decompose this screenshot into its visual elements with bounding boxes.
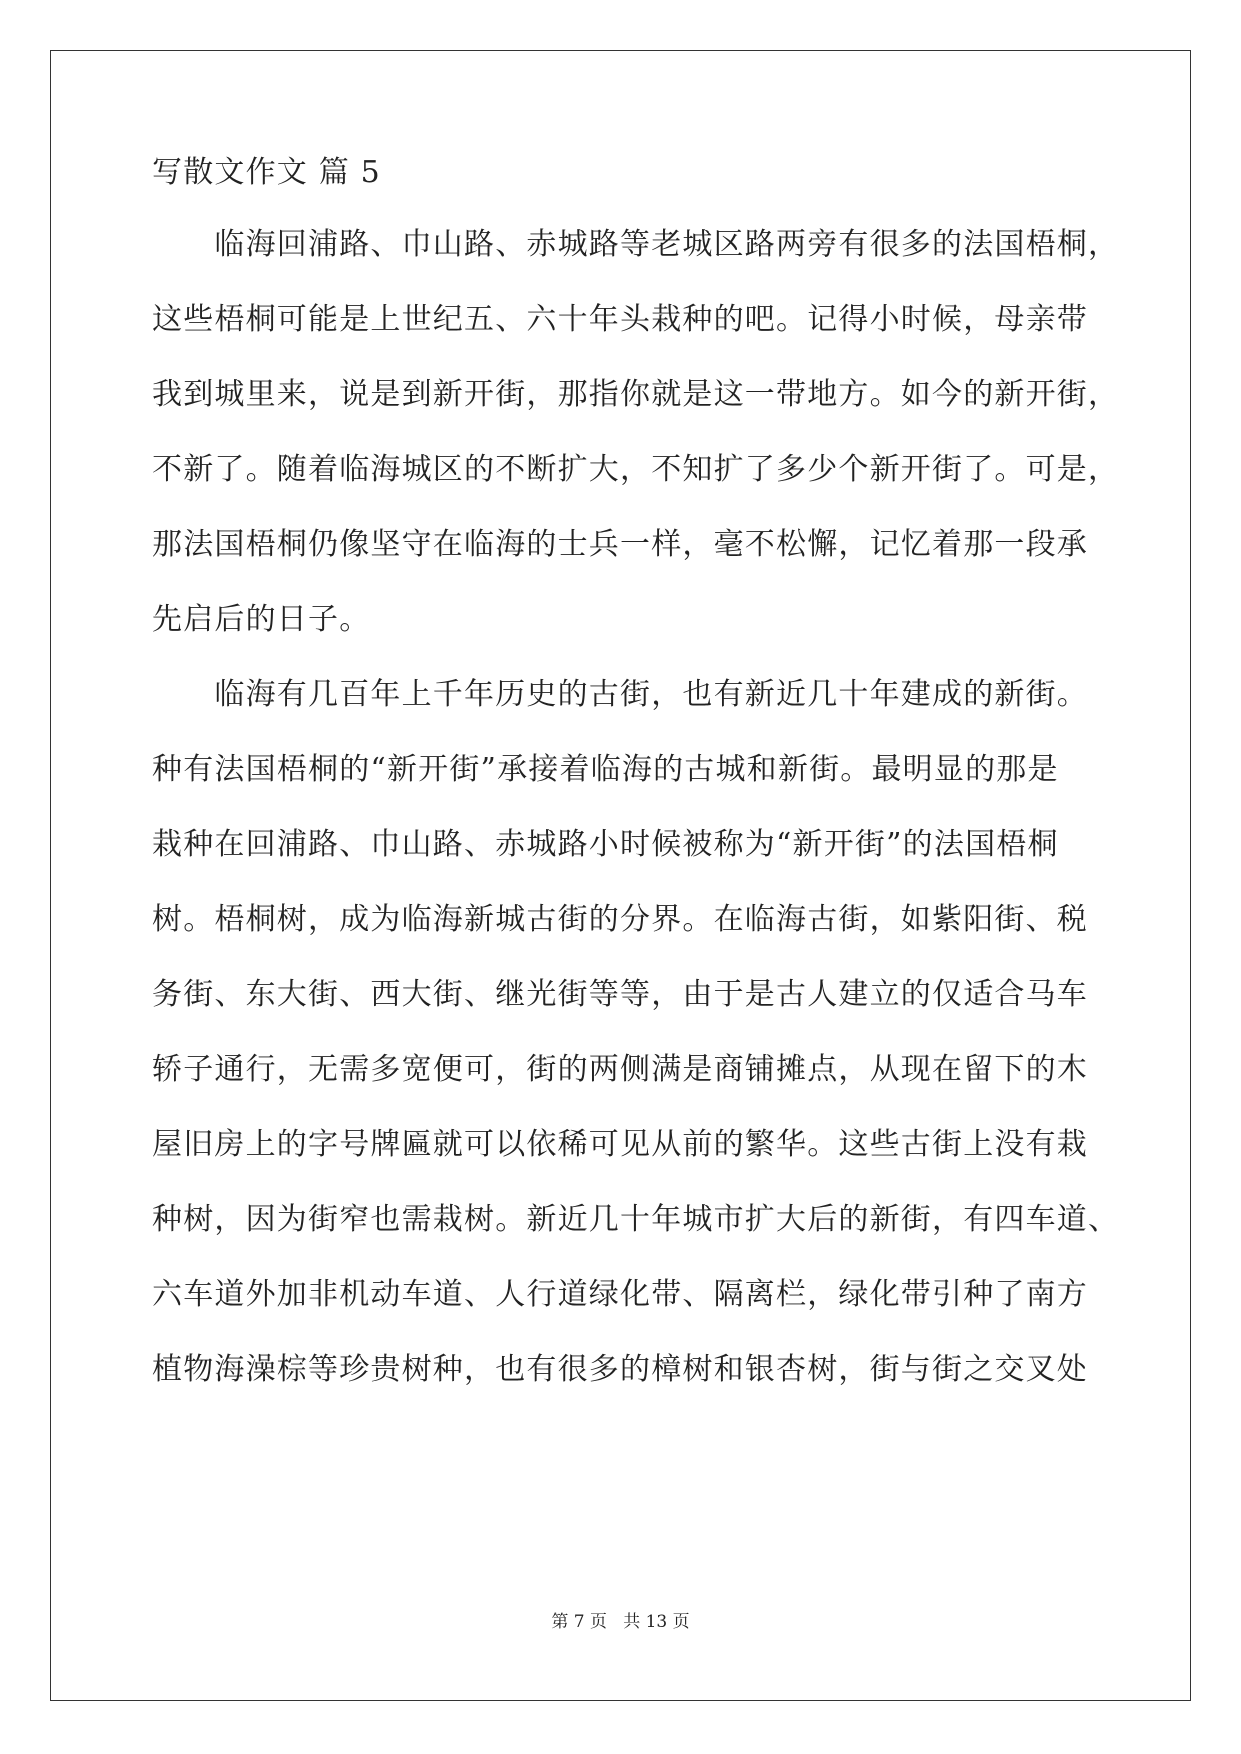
paragraph-line: 这些梧桐可能是上世纪五、六十年头栽种的吧。记得小时候，母亲带 [152,302,1088,337]
paragraph-line: 那法国梧桐仍像坚守在临海的士兵一样，毫不松懈，记忆着那一段承 [152,527,1088,562]
paragraph-line: 轿子通行，无需多宽便可，街的两侧满是商铺摊点，从现在留下的木 [152,1052,1088,1087]
paragraph-line: 我到城里来，说是到新开街，那指你就是这一带地方。如今的新开街， [152,377,1120,412]
page-border [50,50,1191,1701]
paragraph-line: 种有法国梧桐的“新开街”承接着临海的古城和新街。最明显的那是 [152,752,1059,787]
paragraph-line: 务街、东大街、西大街、继光街等等，由于是古人建立的仅适合马车 [152,977,1088,1012]
paragraph-line: 先启后的日子。 [152,602,371,637]
paragraph-line: 屋旧房上的字号牌匾就可以依稀可见从前的繁华。这些古街上没有栽 [152,1127,1088,1162]
paragraph-line: 临海有几百年上千年历史的古街，也有新近几十年建成的新街。 [152,677,1088,712]
paragraph-line: 种树，因为街窄也需栽树。新近几十年城市扩大后的新街，有四车道、 [152,1202,1120,1237]
paragraph-line: 树。梧桐树，成为临海新城古街的分界。在临海古街，如紫阳街、税 [152,902,1088,937]
paragraph-line: 六车道外加非机动车道、人行道绿化带、隔离栏，绿化带引种了南方 [152,1277,1088,1312]
paragraph-line: 不新了。随着临海城区的不断扩大，不知扩了多少个新开街了。可是， [152,452,1120,487]
section-heading: 写散文作文 篇 5 [152,155,381,190]
paragraph-line: 栽种在回浦路、巾山路、赤城路小时候被称为“新开街”的法国梧桐 [152,827,1059,862]
paragraph-line: 植物海澡棕等珍贵树种，也有很多的樟树和银杏树，街与街之交叉处 [152,1352,1088,1387]
page-number-footer: 第 7 页 共 13 页 [551,1612,690,1632]
paragraph-line: 临海回浦路、巾山路、赤城路等老城区路两旁有很多的法国梧桐， [152,227,1120,262]
